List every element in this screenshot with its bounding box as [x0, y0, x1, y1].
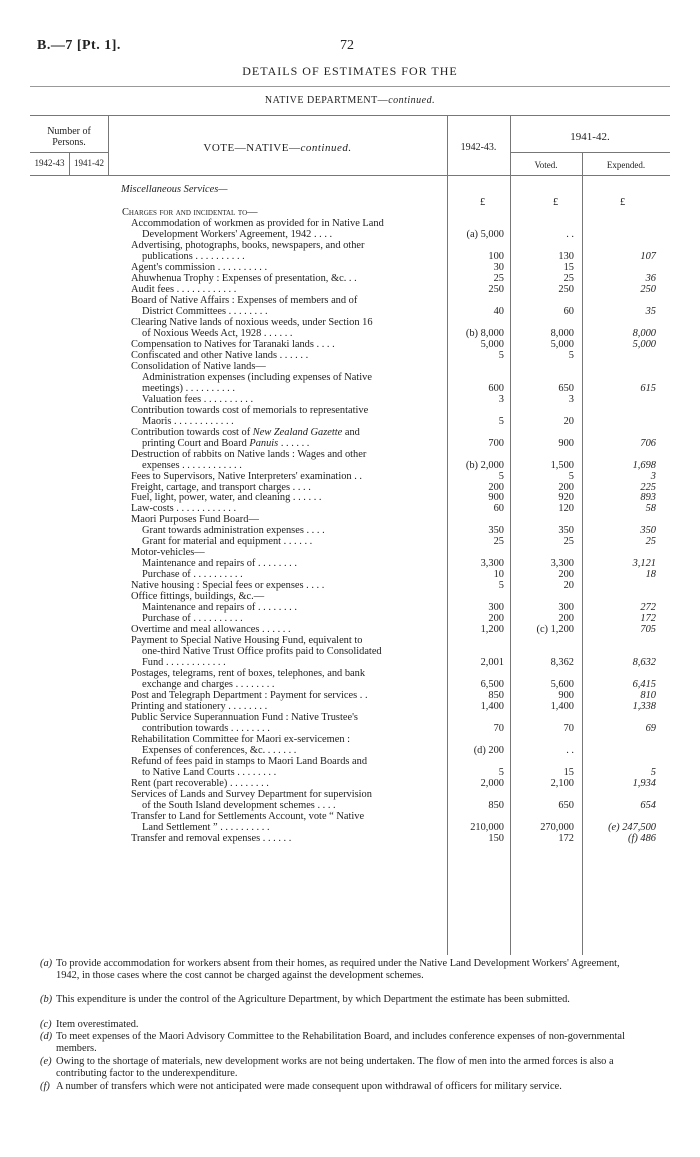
cell-estimate-1942-43: 25 — [493, 272, 504, 284]
cell-voted-1941-42: 200 — [558, 569, 574, 581]
cell-voted-1941-42: 5,600 — [550, 679, 574, 691]
cell-expended-1941-42: 69 — [645, 723, 656, 735]
row-description: Office fittings, buildings, &c.— — [131, 591, 265, 603]
cell-estimate-1942-43: 2,001 — [480, 657, 504, 669]
cell-expended-1941-42: 350 — [640, 525, 656, 537]
cell-expended-1941-42: 706 — [640, 437, 656, 449]
page-number: 72 — [340, 38, 354, 53]
row-description: Fund . . . . . . . . . . . . — [142, 657, 226, 669]
cell-estimate-1942-43: 2,000 — [480, 777, 504, 789]
row-description: to Native Land Courts . . . . . . . . — [142, 766, 277, 778]
cell-voted-1941-42: 8,362 — [550, 657, 574, 669]
page-title: DETAILS OF ESTIMATES FOR THE — [242, 64, 458, 78]
row-description: Post and Telegraph Department : Payment for services . . — [131, 690, 368, 702]
row-description: Rehabilitation Committee for Maori ex-servicemen : — [131, 734, 351, 746]
header-1941-42: 1941-42. — [570, 131, 610, 143]
row-description: Advertising, photographs, books, newspapers, and other — [131, 239, 365, 251]
footnote-text: This expenditure is under the control of the Agriculture Department, by which Department the estimate has been submitted. — [56, 994, 570, 1005]
row-description: Consolidation of Native lands— — [131, 360, 266, 372]
cell-estimate-1942-43: 5 — [498, 470, 504, 482]
row-description: Destruction of rabbits on Native lands : Wages and other — [131, 448, 367, 460]
row-description: Payment to Special Native Housing Fund, equivalent to — [131, 635, 363, 647]
cell-voted-1941-42: 2,100 — [550, 777, 574, 789]
cell-voted-1941-42: 250 — [558, 283, 574, 295]
row-description: Charges for and incidental to— — [122, 207, 258, 218]
row-description: Postages, telegrams, rent of boxes, telephones, and bank — [131, 668, 366, 680]
cell-expended-1941-42: 615 — [640, 382, 656, 394]
row-description: Transfer to Land for Settlements Account, vote “ Native — [131, 810, 365, 822]
currency-expended: £ — [620, 197, 626, 208]
row-description: Law-costs . . . . . . . . . . . . — [131, 503, 237, 515]
row-description: meetings) . . . . . . . . . . — [142, 382, 235, 394]
cell-estimate-1942-43: 30 — [493, 261, 504, 273]
header-bottom-rule — [30, 175, 670, 176]
cell-estimate-1942-43: 850 — [488, 799, 504, 811]
cell-estimate-1942-43: 60 — [493, 503, 504, 515]
row-description: Maintenance and repairs of . . . . . . . . — [142, 558, 297, 570]
row-description: Contribution towards cost of New Zealand Gazette and — [131, 426, 360, 438]
header-rule — [30, 86, 670, 87]
cell-expended-1941-42: 25 — [645, 536, 656, 548]
cell-voted-1941-42: 3,300 — [550, 558, 574, 570]
cell-expended-1941-42: 654 — [640, 799, 656, 811]
cell-voted-1941-42: 920 — [558, 492, 574, 504]
header-vote: VOTE—NATIVE—continued. — [203, 142, 352, 154]
row-description: Grant for material and equipment . . . . . . — [142, 536, 313, 548]
row-description: Contribution towards cost of memorials to representative — [131, 404, 369, 416]
row-description: one-third Native Trust Office profits paid to Consolidated — [142, 646, 382, 658]
footnote-key: (e) — [40, 1056, 52, 1067]
cell-expended-1941-42: 35 — [645, 305, 656, 317]
cell-voted-1941-42: 200 — [558, 613, 574, 625]
row-description: Expenses of conferences, &c. . . . . . . — [142, 745, 297, 757]
cell-expended-1941-42: 18 — [645, 569, 656, 581]
header-expended: Expended. — [606, 160, 646, 170]
cell-estimate-1942-43: 5 — [498, 580, 504, 592]
cell-voted-1941-42: 5 — [568, 349, 574, 361]
cell-expended-1941-42: 6,415 — [632, 679, 656, 691]
cell-voted-1941-42: . . — [566, 745, 574, 757]
footnote-key: (b) — [40, 994, 53, 1005]
cell-voted-1941-42: . . — [566, 228, 574, 240]
section-heading: Miscellaneous Services— — [121, 184, 228, 195]
cell-expended-1941-42: 8,632 — [632, 657, 656, 669]
cell-estimate-1942-43: 250 — [488, 283, 504, 295]
cell-expended-1941-42: 8,000 — [632, 327, 656, 339]
footnote-text: To provide accommodation for workers absent from their homes, as required under the Native Land Development Workers' Agreement, 1942, in those cases where the cost cannot be charged against the development schemes. — [56, 958, 620, 981]
cell-expended-1941-42: 1,698 — [632, 459, 656, 471]
cell-voted-1941-42: 8,000 — [550, 327, 574, 339]
cell-estimate-1942-43: (d) 200 — [473, 745, 504, 757]
cell-estimate-1942-43: 200 — [488, 481, 504, 493]
row-description: Native housing : Special fees or expenses . . . . — [131, 580, 325, 592]
row-description: printing Court and Board Panuis . . . . . . — [142, 437, 310, 449]
header-estimate-1942-43: 1942-43. — [460, 142, 497, 153]
cell-voted-1941-42: 270,000 — [540, 821, 574, 833]
cell-estimate-1942-43: 3,300 — [480, 558, 504, 570]
cell-expended-1941-42: 36 — [645, 272, 656, 284]
footnote-text: Owing to the shortage of materials, new development works are not being undertaken. The flow of men into the armed forces is also a contributing factor to the underexpenditure. — [56, 1056, 614, 1079]
cell-expended-1941-42: 5 — [650, 766, 656, 778]
row-description: Land Settlement ” . . . . . . . . . . — [142, 821, 270, 833]
footnote-text: To meet expenses of the Maori Advisory Committee to the Rehabilitation Board, and includes conference expenses of non-governmental members. — [56, 1031, 625, 1054]
cell-expended-1941-42: 893 — [640, 492, 656, 504]
row-description: Grant towards administration expenses . . . . — [142, 525, 325, 537]
cell-estimate-1942-43: 200 — [488, 613, 504, 625]
row-description: expenses . . . . . . . . . . . . — [142, 459, 242, 471]
row-description: Maoris . . . . . . . . . . . . — [142, 415, 234, 427]
footnote-key: (f) — [40, 1081, 50, 1092]
cell-estimate-1942-43: 6,500 — [480, 679, 504, 691]
cell-estimate-1942-43: (b) 8,000 — [465, 327, 504, 339]
header-persons-1942-43: 1942-43 — [34, 158, 65, 168]
row-description: exchange and charges . . . . . . . . — [142, 679, 275, 691]
cell-expended-1941-42: 3 — [650, 470, 656, 482]
cell-voted-1941-42: 350 — [558, 525, 574, 537]
cell-voted-1941-42: 300 — [558, 602, 574, 614]
cell-expended-1941-42: 1,338 — [632, 701, 656, 713]
cell-voted-1941-42: 60 — [563, 305, 574, 317]
cell-expended-1941-42: 225 — [640, 481, 656, 493]
row-description: Audit fees . . . . . . . . . . . . — [131, 283, 237, 295]
cell-estimate-1942-43: 1,200 — [480, 624, 504, 636]
cell-voted-1941-42: 1,500 — [550, 459, 574, 471]
row-description: Printing and stationery . . . . . . . . — [131, 701, 268, 713]
row-description: publications . . . . . . . . . . — [142, 250, 245, 262]
footnote-text: Item overestimated. — [56, 1019, 139, 1030]
cell-estimate-1942-43: 900 — [488, 492, 504, 504]
header-voted: Voted. — [534, 160, 558, 170]
cell-expended-1941-42: 810 — [640, 690, 656, 702]
footnote-key: (c) — [40, 1019, 52, 1030]
cell-voted-1941-42: (c) 1,200 — [536, 624, 574, 636]
cell-estimate-1942-43: (b) 2,000 — [465, 459, 504, 471]
row-description: Fuel, light, power, water, and cleaning . . . . . . — [131, 492, 322, 504]
page-subtitle: NATIVE DEPARTMENT—continued. — [264, 95, 436, 106]
voted-col-left-rule — [510, 115, 511, 955]
cell-voted-1941-42: 200 — [558, 481, 574, 493]
row-description: Accommodation of workmen as provided for in Native Land — [131, 217, 384, 229]
document-reference: B.—7 [Pt. 1]. — [37, 38, 121, 53]
cell-estimate-1942-43: 40 — [493, 305, 504, 317]
cell-voted-1941-42: 130 — [558, 250, 574, 262]
cell-voted-1941-42: 900 — [558, 690, 574, 702]
row-description: Public Service Superannuation Fund : Native Trustee's — [131, 712, 358, 724]
row-description: Purchase of . . . . . . . . . . — [142, 613, 243, 625]
cell-voted-1941-42: 5 — [568, 470, 574, 482]
cell-voted-1941-42: 5,000 — [550, 338, 574, 350]
row-description: Services of Lands and Survey Department for supervision — [131, 788, 372, 800]
cell-expended-1941-42: 250 — [640, 283, 656, 295]
cell-estimate-1942-43: 100 — [488, 250, 504, 262]
table-top-rule — [30, 115, 670, 116]
row-description: Agent's commission . . . . . . . . . . — [131, 261, 268, 273]
cell-estimate-1942-43: 210,000 — [470, 821, 504, 833]
cell-expended-1941-42: 172 — [640, 613, 656, 625]
cell-estimate-1942-43: 5 — [498, 415, 504, 427]
row-description: Maintenance and repairs of . . . . . . . . — [142, 602, 297, 614]
cell-expended-1941-42: 1,934 — [632, 777, 656, 789]
row-description: Motor-vehicles— — [131, 547, 205, 559]
row-description: Development Workers' Agreement, 1942 . . . . — [142, 228, 333, 240]
header-number-of-persons: Number of Persons. — [47, 126, 91, 148]
cell-voted-1941-42: 25 — [563, 272, 574, 284]
row-description: Compensation to Natives for Taranaki lands . . . . — [131, 338, 335, 350]
row-description: Maori Purposes Fund Board— — [131, 514, 259, 526]
row-description: Transfer and removal expenses . . . . . . — [131, 832, 292, 844]
cell-estimate-1942-43: 5 — [498, 349, 504, 361]
cell-voted-1941-42: 1,400 — [550, 701, 574, 713]
row-description: Board of Native Affairs : Expenses of members and of — [131, 294, 358, 306]
row-description: Fees to Supervisors, Native Interpreters' examination . . — [131, 470, 362, 482]
row-description: Rent (part recoverable) . . . . . . . . — [131, 777, 269, 789]
est-col-left-rule — [447, 115, 448, 955]
row-description: Refund of fees paid in stamps to Maori Land Boards and — [131, 756, 368, 767]
currency-voted: £ — [553, 197, 559, 208]
cell-voted-1941-42: 120 — [558, 503, 574, 515]
cell-estimate-1942-43: 10 — [493, 569, 504, 581]
group-header-rule — [510, 152, 670, 153]
cell-estimate-1942-43: 5,000 — [480, 338, 504, 350]
cell-expended-1941-42: 58 — [645, 503, 656, 515]
cell-estimate-1942-43: 300 — [488, 602, 504, 614]
cell-voted-1941-42: 172 — [558, 832, 574, 844]
cell-expended-1941-42: (f) 486 — [628, 832, 656, 844]
cell-estimate-1942-43: 3 — [498, 393, 504, 405]
row-description: Purchase of . . . . . . . . . . — [142, 569, 243, 581]
cell-estimate-1942-43: (a) 5,000 — [466, 228, 504, 240]
cell-voted-1941-42: 25 — [563, 536, 574, 548]
currency-estimate: £ — [480, 197, 486, 208]
cell-expended-1941-42: 107 — [640, 250, 656, 262]
cell-expended-1941-42: (e) 247,500 — [608, 821, 656, 833]
row-description: Valuation fees . . . . . . . . . . — [142, 393, 254, 405]
cell-estimate-1942-43: 700 — [488, 437, 504, 449]
footnote-text: A number of transfers which were not anticipated were made consequent upon withdrawal of officers for military service. — [56, 1081, 562, 1092]
cell-estimate-1942-43: 25 — [493, 536, 504, 548]
row-description: Ahuwhenua Trophy : Expenses of presentation, &c. . . — [131, 272, 357, 284]
cell-estimate-1942-43: 600 — [488, 382, 504, 394]
cell-voted-1941-42: 20 — [563, 415, 574, 427]
row-description: District Committees . . . . . . . . — [142, 305, 268, 317]
expended-col-left-rule — [582, 152, 583, 955]
cell-estimate-1942-43: 70 — [493, 723, 504, 735]
row-description: Confiscated and other Native lands . . . . . . — [131, 349, 309, 361]
row-description: Clearing Native lands of noxious weeds, under Section 16 — [131, 316, 373, 328]
row-description: Administration expenses (including expenses of Native — [142, 371, 372, 383]
cell-expended-1941-42: 272 — [640, 602, 656, 614]
cell-voted-1941-42: 70 — [563, 723, 574, 735]
cell-estimate-1942-43: 850 — [488, 690, 504, 702]
cell-voted-1941-42: 15 — [563, 766, 574, 778]
cell-estimate-1942-43: 350 — [488, 525, 504, 537]
cell-expended-1941-42: 3,121 — [632, 558, 656, 570]
cell-voted-1941-42: 15 — [563, 261, 574, 273]
cell-expended-1941-42: 705 — [640, 624, 656, 636]
cell-estimate-1942-43: 150 — [488, 832, 504, 844]
row-description: Freight, cartage, and transport charges . . . . — [131, 481, 311, 493]
row-description: Overtime and meal allowances . . . . . . — [131, 624, 291, 636]
cell-voted-1941-42: 900 — [558, 437, 574, 449]
footnote-key: (a) — [40, 958, 53, 969]
cell-voted-1941-42: 3 — [568, 393, 574, 405]
cell-voted-1941-42: 650 — [558, 382, 574, 394]
footnote-key: (d) — [40, 1031, 53, 1042]
cell-voted-1941-42: 20 — [563, 580, 574, 592]
cell-estimate-1942-43: 1,400 — [480, 701, 504, 713]
cell-expended-1941-42: 5,000 — [632, 338, 656, 350]
row-description: of the South Island development schemes . . . . — [142, 799, 336, 811]
cell-voted-1941-42: 650 — [558, 799, 574, 811]
row-description: contribution towards . . . . . . . . — [142, 723, 270, 735]
header-persons-1941-42: 1941-42 — [74, 158, 104, 168]
row-description: of Noxious Weeds Act, 1928 . . . . . . — [142, 327, 293, 339]
cell-estimate-1942-43: 5 — [498, 766, 504, 778]
